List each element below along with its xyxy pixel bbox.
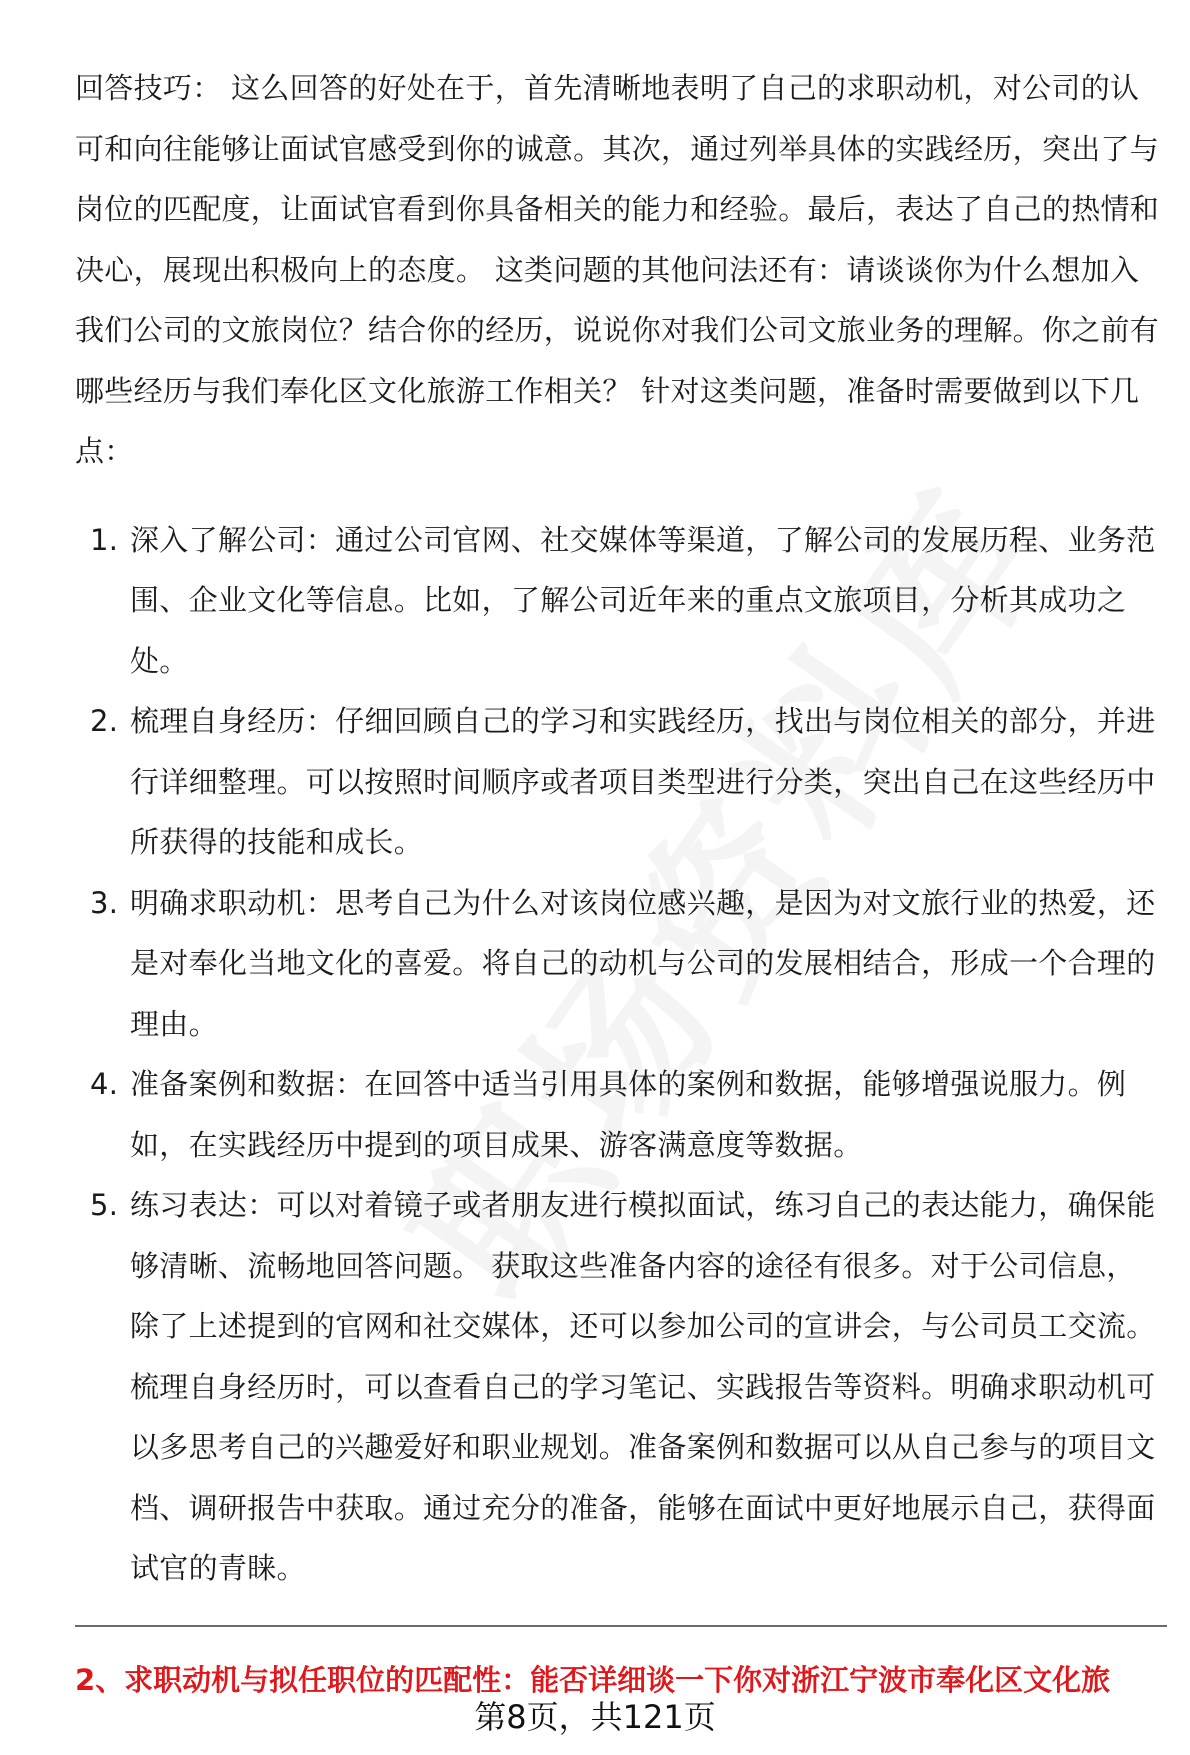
- list-item-text: 练习表达：可以对着镜子或者朋友进行模拟面试，练习自己的表达能力，确保能够清晰、流畅地回答问题。 获取这些准备内容的途径有很多。对于公司信息，除了上述提到的官网和社交媒体，还可以参加公司的宣讲会，与公司员工交流。梳理自身经历时，可以查看自己的学习笔记、实践报告等资料。明确求职动机可以多思考自己的兴趣爱好和职业规划。准备案例和数据可以从自己参与的项目文档、调研报告中获取。通过充分的准备，能够在面试中更好地展示自己，获得面试官的青睐。: [130, 1188, 1156, 1585]
- list-item-text: 梳理自身经历：仔细回顾自己的学习和实践经历，找出与岗位相关的部分，并进行详细整理。可以按照时间顺序或者项目类型进行分类，突出自己在这些经历中所获得的技能和成长。: [130, 704, 1156, 859]
- list-item-number: 1.: [90, 522, 119, 557]
- list-item: [75, 691, 1165, 873]
- list-item: [75, 873, 1165, 1055]
- list-item-number: 5.: [90, 1188, 119, 1222]
- list-item-number: 3.: [90, 885, 119, 920]
- list-item-number: 2.: [90, 704, 119, 738]
- list-item-text: 明确求职动机：思考自己为什么对该岗位感兴趣，是因为对文旅行业的热爱，还是对奉化当地文化的喜爱。将自己的动机与公司的发展相结合，形成一个合理的理由。: [130, 885, 1156, 1041]
- next-question-heading: 2、求职动机与拟任职位的匹配性：能否详细谈一下你对浙江宁波市奉化区文化旅: [75, 1663, 1111, 1697]
- section-divider: [75, 1625, 1167, 1627]
- list-item: [75, 1054, 1165, 1175]
- list-item-text: 深入了解公司：通过公司官网、社交媒体等渠道，了解公司的发展历程、业务范围、企业文化等信息。比如，了解公司近年来的重点文旅项目，分析其成功之处。: [130, 522, 1156, 678]
- list-item-number: 4.: [90, 1067, 119, 1101]
- preparation-steps-list: [75, 510, 1165, 1599]
- page-footer: [0, 1695, 1190, 1739]
- page-content: [75, 58, 1165, 1599]
- list-item: [75, 510, 1165, 692]
- list-item-text: 准备案例和数据：在回答中适当引用具体的案例和数据，能够增强说服力。例如，在实践经历中提到的项目成果、游客满意度等数据。: [130, 1067, 1127, 1162]
- list-item: [75, 1175, 1165, 1599]
- answer-tips-paragraph: 回答技巧： 这么回答的好处在于，首先清晰地表明了自己的求职动机，对公司的认可和向往能够让面试官感受到你的诚意。其次，通过列举具体的实践经历，突出了与岗位的匹配度，让面试官看到你具备相关的能力和经验。最后，表达了自己的热情和决心，展现出积极向上的态度。 这类问题的其他问法还有：请谈谈你为什么想加入我们公司的文旅岗位？结合你的经历，说说你对我们公司文旅业务的理解。你之前有哪些经历与我们奉化区文化旅游工作相关？ 针对这类问题，准备时需要做到以下几点：: [75, 71, 1160, 468]
- page-indicator: 第8页，共121页: [468, 1698, 721, 1736]
